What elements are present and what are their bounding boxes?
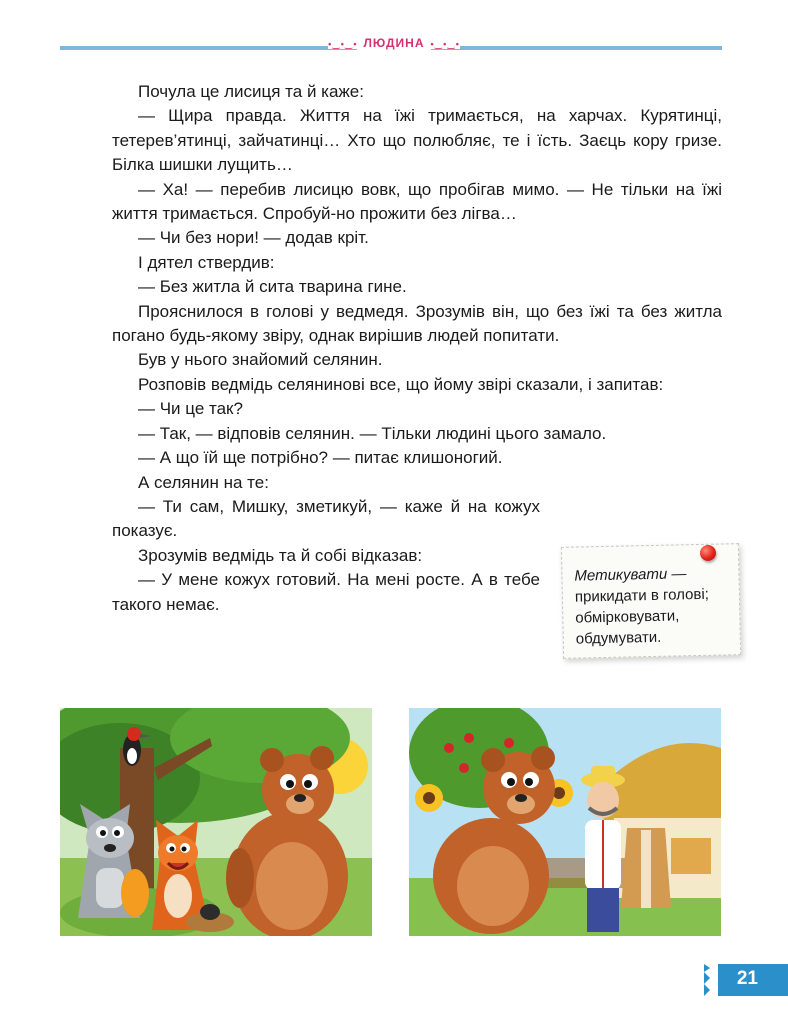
glossary-definition: — прикидати в голові; обмірковувати, обдумувати. — [574, 565, 710, 648]
page-number: 21 — [704, 964, 788, 996]
bear-peasant-drawing — [409, 708, 721, 936]
paragraph: — Ха! — перебив лисицю вовк, що пробігав мимо. — Не тільки на їжі життя тримається. Спробуй-но прожити без лігва… — [112, 179, 722, 224]
paragraph: — У мене кожух готовий. На мені росте. А в тебе такого немає. — [112, 570, 540, 614]
sheepskin-coat-icon — [621, 828, 671, 908]
paragraph: І дятел ствердив: — [138, 252, 275, 272]
illustration-bear-peasant — [409, 708, 721, 936]
paragraph: Розповів ведмідь селянинові все, що йому звірі сказали, і запитав: — [138, 374, 664, 394]
section-title: ЛЮДИНА — [357, 36, 430, 50]
section-header — [0, 36, 788, 50]
paragraph: — Так, — відповів селянин. — Тільки людині цього замало. — [138, 423, 607, 443]
paragraph: А селянин на те: — [138, 472, 269, 492]
paragraph: — А що їй ще потрібно? — питає клишоногий. — [138, 448, 503, 468]
page-tab-edge-icon — [704, 964, 718, 996]
glossary-term: Метикувати — [574, 565, 668, 585]
illustration-forest-animals — [60, 708, 372, 936]
paragraph: — Без житла й сита тварина гине. — [138, 277, 407, 297]
forest-animals-drawing — [60, 708, 372, 936]
paragraph: — Чи це так? — [138, 399, 243, 419]
paragraph: — Ти сам, Мишку, зметикуй, — каже й на кожух показує. — [112, 496, 540, 541]
paragraph: — Чи без нори! — додав кріт. — [138, 228, 369, 248]
paragraph: Був у нього знайомий селянин. — [138, 350, 383, 370]
paragraph: — Щира правда. Життя на їжі тримається, на харчах. Курятинці, тетерев’ятинці, зайчатинці… Хто що полюбляє, те і їсть. Заєць кору гризе. Білка шишки лущить… — [112, 106, 722, 175]
ornament-right-icon: •‿•‿• — [430, 39, 460, 49]
glossary-note — [561, 543, 741, 659]
paragraph: Почула це лисиця та й каже: — [138, 82, 364, 101]
paragraph: Зрозумів ведмідь та й собі відказав: — [138, 545, 423, 565]
pushpin-icon — [700, 545, 716, 561]
paragraph: Прояснилося в голові у ведмедя. Зрозумів він, що без їжі та без житла погано будь-якому звіру, однак вирішив людей попитати. — [112, 301, 722, 346]
story-text — [112, 80, 722, 617]
ornament-left-icon: •‿•‿• — [328, 39, 358, 49]
